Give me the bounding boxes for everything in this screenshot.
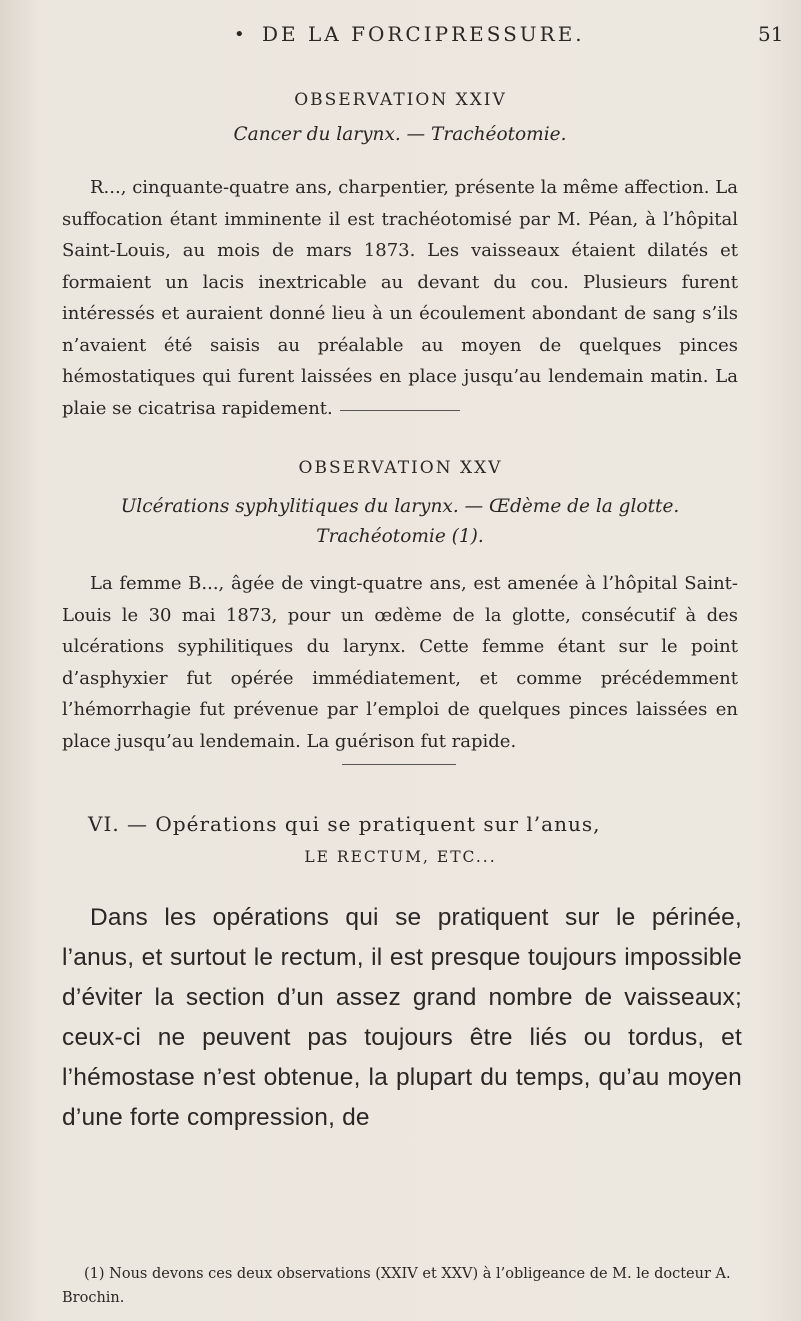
- observation-25-text: La femme B..., âgée de vingt-quatre ans, est amenée à l’hôpital Saint-Louis le 30 mai 1873, pour un œdème de la glotte, consécutif à des ulcérations syphilitiques du larynx. Cette femme étant sur le point d’asphyxier fut opérée immédiatement, et comme précédemment l’hémorrhagie fut prévenue par l’emploi de quelques pinces laissées en place jusqu’au lendemain. La guérison fut rapide.: [62, 573, 738, 752]
- observation-24-subtitle: Cancer du larynx. — Trachéotomie.: [233, 124, 567, 145]
- observation-25-title: OBSERVATION XXV: [298, 458, 503, 478]
- observation-25-subtitle-line2: Trachéotomie (1).: [316, 526, 484, 547]
- section-heading: VI. — Opérations qui se pratiquent sur l’anus,: [88, 812, 601, 836]
- observation-24-text: R..., cinquante-quatre ans, charpentier, présente la même affection. La suffocation étant imminente il est trachéotomisé par M. Péan, à l’hôpital Saint-Louis, au mois de mars 1873. Les vaisseaux étaient dilatés et formaient un lacis inextricable au devant du cou. Plusieurs furent intéressés et auraient donné lieu à un écoulement abondant de sang s’ils n’avaient été saisis au préalable au moyen de quelques pinces hémostatiques qui furent laissées en place jusqu’au lendemain matin. La plaie se cicatrisa rapidement.: [62, 177, 738, 419]
- running-title: DE LA FORCIPRESSURE.: [262, 22, 585, 46]
- footnote: (1) Nous devons ces deux observations (XXIV et XXV) à l’obligeance de M. le docteur A. Brochin.: [62, 1266, 731, 1306]
- observation-25-subtitle-line1: Ulcérations syphylitiques du larynx. — Œdème de la glotte.: [120, 496, 680, 517]
- section-divider-2: [342, 764, 456, 765]
- section-body-text: Dans les opérations qui se pratiquent sur le périnée, l’anus, et surtout le rectum, il est presque toujours impossible d’éviter la section d’un assez grand nombre de vaisseaux; ceux-ci ne peuvent pas toujours être liés ou tordus, et l’hémostase n’est obtenue, la plupart du temps, qu’au moyen d’une forte compression, de: [62, 904, 742, 1131]
- running-header: [0, 22, 801, 52]
- page-number: 51: [758, 22, 784, 46]
- header-bullet: •: [234, 24, 245, 45]
- observation-24-title: OBSERVATION XXIV: [294, 90, 507, 110]
- section-divider: [340, 410, 460, 411]
- section-heading-continued: LE RECTUM, ETC...: [304, 848, 497, 866]
